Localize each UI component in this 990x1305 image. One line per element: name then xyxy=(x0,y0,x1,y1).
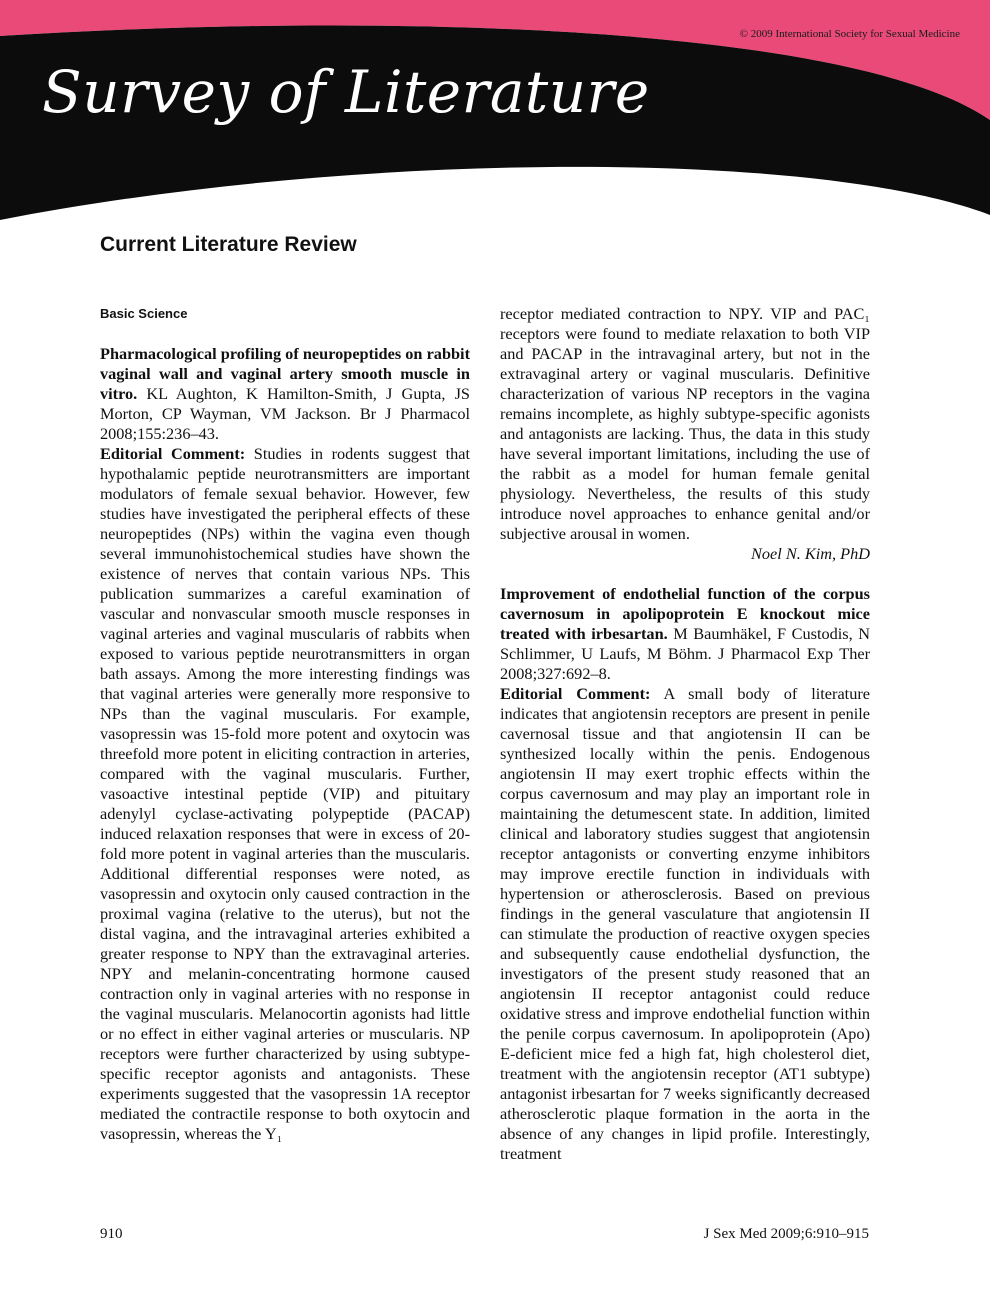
page-number: 910 xyxy=(100,1226,123,1242)
editorial-comment-label: Editorial Comment: xyxy=(500,684,651,703)
article-1-header xyxy=(100,344,470,444)
page-banner-title: Survey of Literature xyxy=(42,58,650,126)
left-column xyxy=(100,304,470,1144)
article-1-comment-text: Studies in rodents suggest that hypothalamic peptide neurotransmitters are important modulators of female sexual behavior. However, few studies have investigated the peripheral effects of these neuropeptides (NPs) within the vagina even though several immunohistochemical studies have shown the existence of nerves that contain various NPs. This publication summarizes a careful examination of vascular and nonvascular smooth muscle responses in vaginal arteries and vaginal muscularis of rabbits when exposed to various peptide neurotransmitters in organ bath assays. Among the more interesting findings was that vaginal arteries were generally more responsive to NPs than the vaginal muscularis. For example, vasopressin was 15-fold more potent and oxytocin was threefold more potent in eliciting contraction in arteries, compared with the vaginal muscularis. Further, vasoactive intestinal peptide (VIP) and pituitary adenylyl cyclase-activating polypeptide (PACAP) induced relaxation responses that were in excess of 20-fold more potent in vaginal arteries than the muscularis. Additional differential responses were noted, as vasopressin and oxytocin only caused contraction in the proximal vagina (relative to the uterus), but not the distal vagina, and the intravaginal arteries exhibited a greater response to NPY than the extravaginal arteries. NPY and melanin-concentrating hormone caused contraction only in vaginal arteries with no response in the vaginal muscularis. Melanocortin agonists had little or no effect in either vaginal arteries or muscularis. NP receptors were further characterized by using subtype-specific receptor agonists and antagonists. These experiments suggested that the vasopressin 1A receptor mediated the contractile response to both oxytocin and vasopressin, whereas the Y₁ xyxy=(100,444,470,1143)
section-heading: Current Literature Review xyxy=(100,233,357,256)
category-heading: Basic Science xyxy=(100,306,188,321)
editorial-comment-label: Editorial Comment: xyxy=(100,444,246,463)
copyright-notice: © 2009 International Society for Sexual Medicine xyxy=(739,28,960,40)
article-2-citation: M Baumhäkel, F Custodis, N Schlimmer, U Laufs, M Böhm. J Pharmacol Exp Ther 2008;327:692–8. xyxy=(500,624,870,683)
article-separator xyxy=(500,564,870,584)
article-2-header xyxy=(500,584,870,684)
article-2-comment xyxy=(500,684,870,1164)
article-2-comment-text: A small body of literature indicates that angiotensin receptors are present in penile cavernosal tissue and that angiotensin II can be synthesized locally within the penis. Endogenous angiotensin II may exert trophic effects within the corpus cavernosum and may play an important role in maintaining the detumescent state. In addition, limited clinical and laboratory studies suggest that angiotensin receptor antagonists or converting enzyme inhibitors may improve erectile function in individuals with hypertension or atherosclerosis. Based on previous findings in the general vasculature that angiotensin II can stimulate the production of reactive oxygen species and subsequently cause endothelial dysfunction, the investigators of the present study reasoned that an angiotensin II receptor antagonist could reduce oxidative stress and improve endothelial function within the penile corpus cavernosum. In apolipoprotein (Apo) E-deficient mice fed a high fat, high cholesterol diet, treatment with the angiotensin receptor (AT1 subtype) antagonist irbesartan for 7 weeks significantly decreased atherosclerotic plaque formation in the aorta in the absence of any changes in lipid profile. Interestingly, treatment xyxy=(500,684,870,1163)
article-2-title: Improvement of endothelial function of the corpus cavernosum in apolipoprotein E knockout mice treated with irbesartan. xyxy=(500,584,870,643)
article-1-title: Pharmacological profiling of neuropeptides on rabbit vaginal wall and vaginal artery smooth muscle in vitro. xyxy=(100,344,470,403)
journal-reference: J Sex Med 2009;6:910–915 xyxy=(703,1226,869,1242)
right-column xyxy=(500,304,870,1164)
article-1-citation: KL Aughton, K Hamilton-Smith, J Gupta, JS Morton, CP Wayman, VM Jackson. Br J Pharmacol 2008;155:236–43. xyxy=(100,384,470,443)
article-1-comment-continued: receptor mediated contraction to NPY. VIP and PAC₁ receptors were found to mediate relaxation to both VIP and PACAP in the intravaginal artery, but not in the extravaginal artery or vaginal muscularis. Definitive characterization of various NP receptors in the vagina remains incomplete, as highly subtype-specific agonists and antagonists are lacking. Thus, the data in this study have several important limitations, including the use of the rabbit as a model for human female genital physiology. Nevertheless, the results of this study introduce novel approaches to enhance genital and/or subjective arousal in women. xyxy=(500,304,870,543)
article-1-signature: Noel N. Kim, PhD xyxy=(751,544,870,563)
article-1-comment xyxy=(100,444,470,1144)
